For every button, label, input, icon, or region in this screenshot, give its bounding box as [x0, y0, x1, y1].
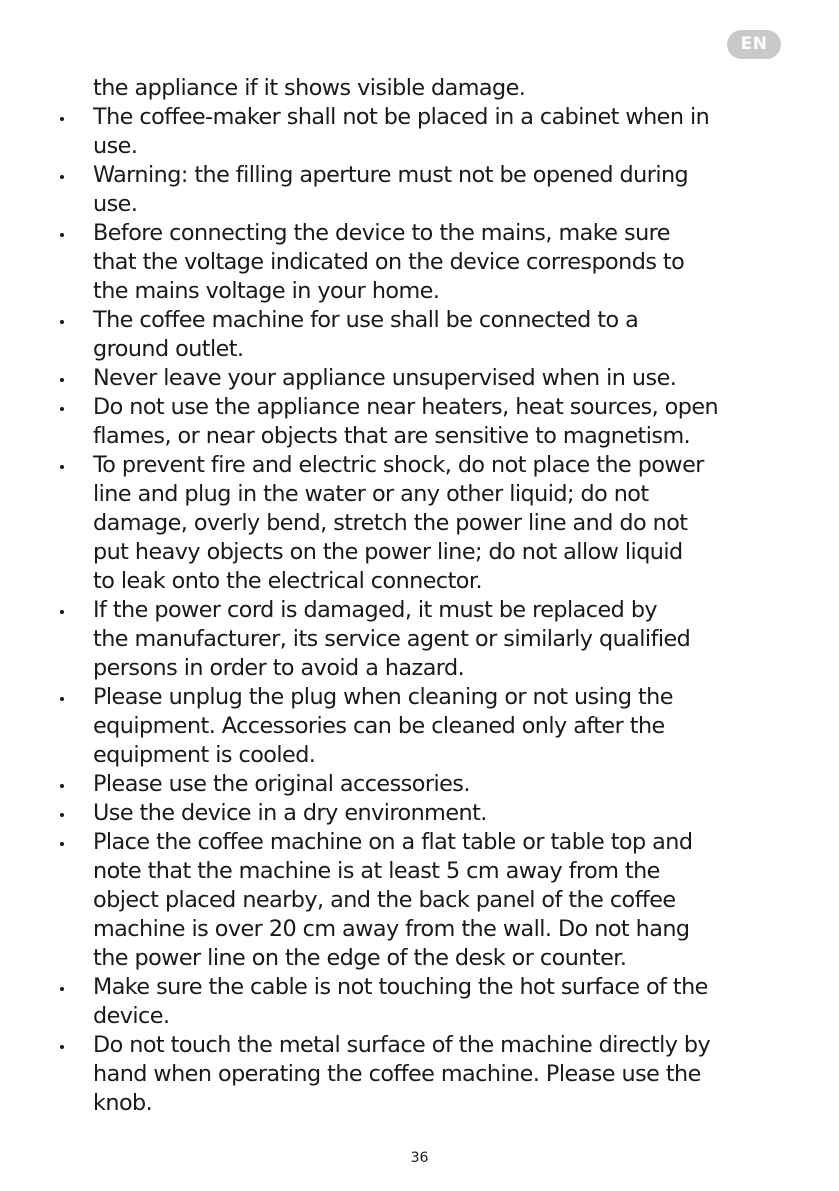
bullet-icon [57, 828, 67, 846]
list-item-continuation [0, 509, 839, 538]
list-item [0, 770, 839, 799]
bullet-icon [57, 1031, 67, 1049]
line-text: line and plug in the water or any other liquid; do not [93, 481, 649, 507]
list-item [0, 161, 839, 190]
list-item-continuation [0, 538, 839, 567]
line-text: equipment. Accessories can be cleaned only after the [93, 713, 665, 739]
list-item-continuation [0, 1060, 839, 1089]
list-item [0, 1031, 839, 1060]
list-item-continuation [0, 277, 839, 306]
line-text: damage, overly bend, stretch the power line and do not [93, 510, 688, 536]
line-text: If the power cord is damaged, it must be replaced by [93, 597, 658, 623]
bullet-icon [57, 161, 67, 179]
bullet-icon [57, 973, 67, 991]
list-item-continuation [0, 857, 839, 886]
list-item [0, 103, 839, 132]
list-item-continuation [0, 741, 839, 770]
list-item-continuation [0, 248, 839, 277]
list-item [0, 799, 839, 828]
list-item [0, 219, 839, 248]
line-text: ground outlet. [93, 336, 244, 362]
list-item-continuation [0, 480, 839, 509]
list-item [0, 596, 839, 625]
list-item-continuation [0, 190, 839, 219]
bullet-icon [57, 799, 67, 817]
list-item-continuation [0, 422, 839, 451]
line-text: flames, or near objects that are sensitive to magnetism. [93, 423, 691, 449]
list-item [0, 306, 839, 335]
list-item [0, 364, 839, 393]
list-item [0, 973, 839, 1002]
line-text: Use the device in a dry environment. [93, 800, 487, 826]
list-item-continuation [0, 1002, 839, 1031]
list-item-continuation [0, 625, 839, 654]
line-text: Make sure the cable is not touching the hot surface of the [93, 974, 708, 1000]
list-item-continuation [0, 915, 839, 944]
line-text: to leak onto the electrical connector. [93, 568, 483, 594]
line-text: Do not touch the metal surface of the machine directly by [93, 1032, 711, 1058]
line-text: Warning: the filling aperture must not be opened during [93, 162, 689, 188]
list-item [0, 451, 839, 480]
line-text: object placed nearby, and the back panel of the coffee [93, 887, 676, 913]
line-text: machine is over 20 cm away from the wall. Do not hang [93, 916, 690, 942]
list-item-continuation [0, 886, 839, 915]
list-item [0, 393, 839, 422]
list-item-continuation [0, 132, 839, 161]
bullet-icon [57, 451, 67, 469]
list-item-continuation [0, 335, 839, 364]
line-text: equipment is cooled. [93, 742, 316, 768]
line-text: Place the coffee machine on a flat table or table top and [93, 829, 693, 855]
list-item-continuation [0, 1089, 839, 1118]
line-text: note that the machine is at least 5 cm away from the [93, 858, 660, 884]
line-text: The coffee machine for use shall be connected to a [93, 307, 639, 333]
language-badge: EN [727, 30, 781, 59]
line-text: the appliance if it shows visible damage. [93, 75, 526, 101]
line-text: put heavy objects on the power line; do not allow liquid [93, 539, 683, 565]
bullet-icon [57, 770, 67, 788]
line-text: Before connecting the device to the mains, make sure [93, 220, 670, 246]
list-item [0, 828, 839, 857]
line-text: device. [93, 1003, 170, 1029]
line-text: To prevent fire and electric shock, do not place the power [93, 452, 704, 478]
bullet-icon [57, 596, 67, 614]
line-text: the mains voltage in your home. [93, 278, 440, 304]
list-item-continuation [0, 654, 839, 683]
line-text: knob. [93, 1090, 153, 1116]
line-text: that the voltage indicated on the device corresponds to [93, 249, 685, 275]
list-item [0, 683, 839, 712]
bullet-icon [57, 103, 67, 121]
list-item-continuation [0, 944, 839, 973]
bullet-icon [57, 683, 67, 701]
bullet-icon [57, 393, 67, 411]
bullet-icon [57, 306, 67, 324]
line-text: The coffee-maker shall not be placed in a cabinet when in [93, 104, 710, 130]
bullet-icon [57, 219, 67, 237]
line-text: use. [93, 133, 138, 159]
list-item-continuation [0, 567, 839, 596]
line-text: the power line on the edge of the desk or counter. [93, 945, 627, 971]
list-item-continuation [0, 712, 839, 741]
line-text: persons in order to avoid a hazard. [93, 655, 465, 681]
line-text: use. [93, 191, 138, 217]
line-text: Please unplug the plug when cleaning or not using the [93, 684, 673, 710]
bullet-icon [57, 364, 67, 382]
line-text: Do not use the appliance near heaters, heat sources, open [93, 394, 719, 420]
line-text: hand when operating the coffee machine. Please use the [93, 1061, 701, 1087]
page-number: 36 [410, 1150, 429, 1166]
continuation-line [0, 74, 839, 103]
safety-instructions [0, 74, 839, 1118]
line-text: Never leave your appliance unsupervised when in use. [93, 365, 677, 391]
line-text: the manufacturer, its service agent or similarly qualified [93, 626, 691, 652]
line-text: Please use the original accessories. [93, 771, 470, 797]
